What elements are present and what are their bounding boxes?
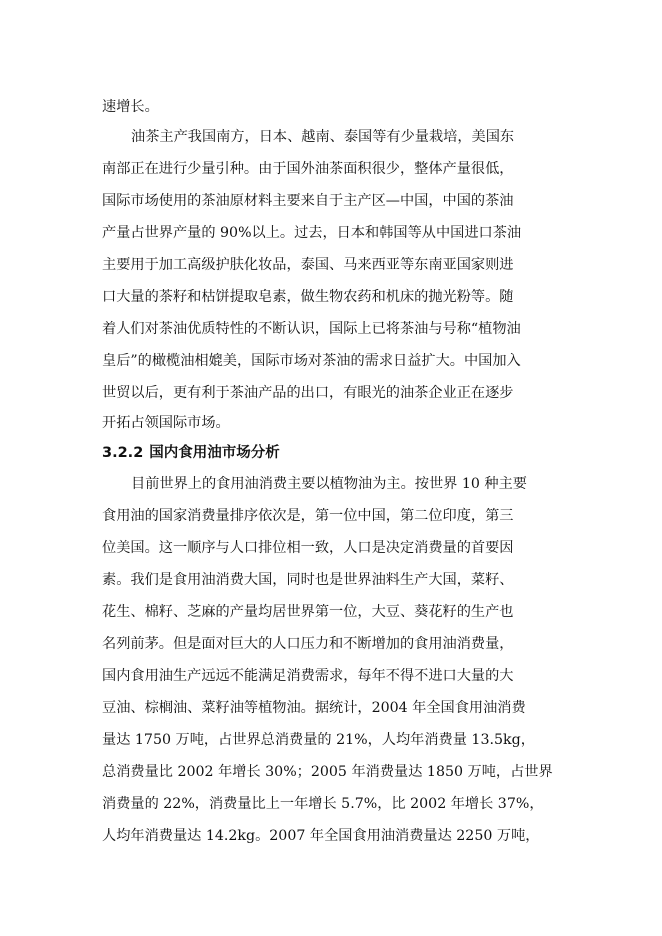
text-line: 产量占世界产量的 90%以上。过去，日本和韩国等从中国进口茶油 — [102, 225, 522, 241]
text-line: 素。我们是食用油消费大国，同时也是世界油料生产大国，菜籽、 — [102, 572, 514, 588]
text-line: 国内食用油生产远远不能满足消费需求，每年不得不进口大量的大 — [102, 668, 514, 684]
section-heading — [102, 443, 547, 463]
text-line: 油茶主产我国南方，日本、越南、泰国等有少量栽培，美国东 — [131, 129, 515, 145]
text-line: 位美国。这一顺序与人口排位相一致，人口是决定消费量的首要因 — [102, 540, 514, 556]
text-line: 南部正在进行少量引种。由于国外油茶面积很少，整体产量很低， — [102, 161, 514, 177]
text-line: 皇后”的橄榄油相媲美，国际市场对茶油的需求日益扩大。中国加入 — [102, 353, 521, 369]
text-line: 国际市场使用的茶油原材料主要来自于主产区—中国，中国的茶油 — [102, 193, 514, 209]
text-line: 花生、棉籽、芝麻的产量均居世界第一位，大豆、葵花籽的生产也 — [102, 604, 514, 620]
text-line: 消费量的 22%，消费量比上一年增长 5.7%，比 2002 年增长 37%， — [102, 796, 544, 812]
text-line: 人均年消费量达 14.2kg。2007 年全国食用油消费量达 2250 万吨， — [102, 828, 540, 844]
text-line: 食用油的国家消费量排序依次是，第一位中国，第二位印度，第三 — [102, 508, 514, 524]
text-line: 主要用于加工高级护肤化妆品，泰国、马来西亚等东南亚国家则进 — [102, 257, 514, 273]
text-line: 开拓占领国际市场。 — [102, 415, 230, 431]
section-title: 国内食用油市场分析 — [149, 445, 280, 461]
text-line: 目前世界上的食用油消费主要以植物油为主。按世界 10 种主要 — [131, 476, 527, 492]
text-line: 速增长。 — [102, 99, 159, 115]
text-line: 总消费量比 2002 年增长 30%；2005 年消费量达 1850 万吨，占世界 — [102, 764, 553, 780]
text-line: 口大量的茶籽和枯饼提取皂素，做生物农药和机床的抛光粉等。随 — [102, 289, 514, 305]
text-line: 着人们对茶油优质特性的不断认识，国际上已将茶油与号称“植物油 — [102, 321, 521, 337]
text-line: 量达 1750 万吨，占世界总消费量的 21%，人均年消费量 13.5kg， — [102, 732, 535, 748]
text-line: 豆油、棕榈油、菜籽油等植物油。据统计，2004 年全国食用油消费 — [102, 700, 526, 716]
text-line: 名列前茅。但是面对巨大的人口压力和不断增加的食用油消费量， — [102, 636, 514, 652]
text-line: 世贸以后，更有利于茶油产品的出口，有眼光的油茶企业正在逐步 — [102, 385, 514, 401]
section-number: 3.2.2 — [102, 445, 144, 461]
